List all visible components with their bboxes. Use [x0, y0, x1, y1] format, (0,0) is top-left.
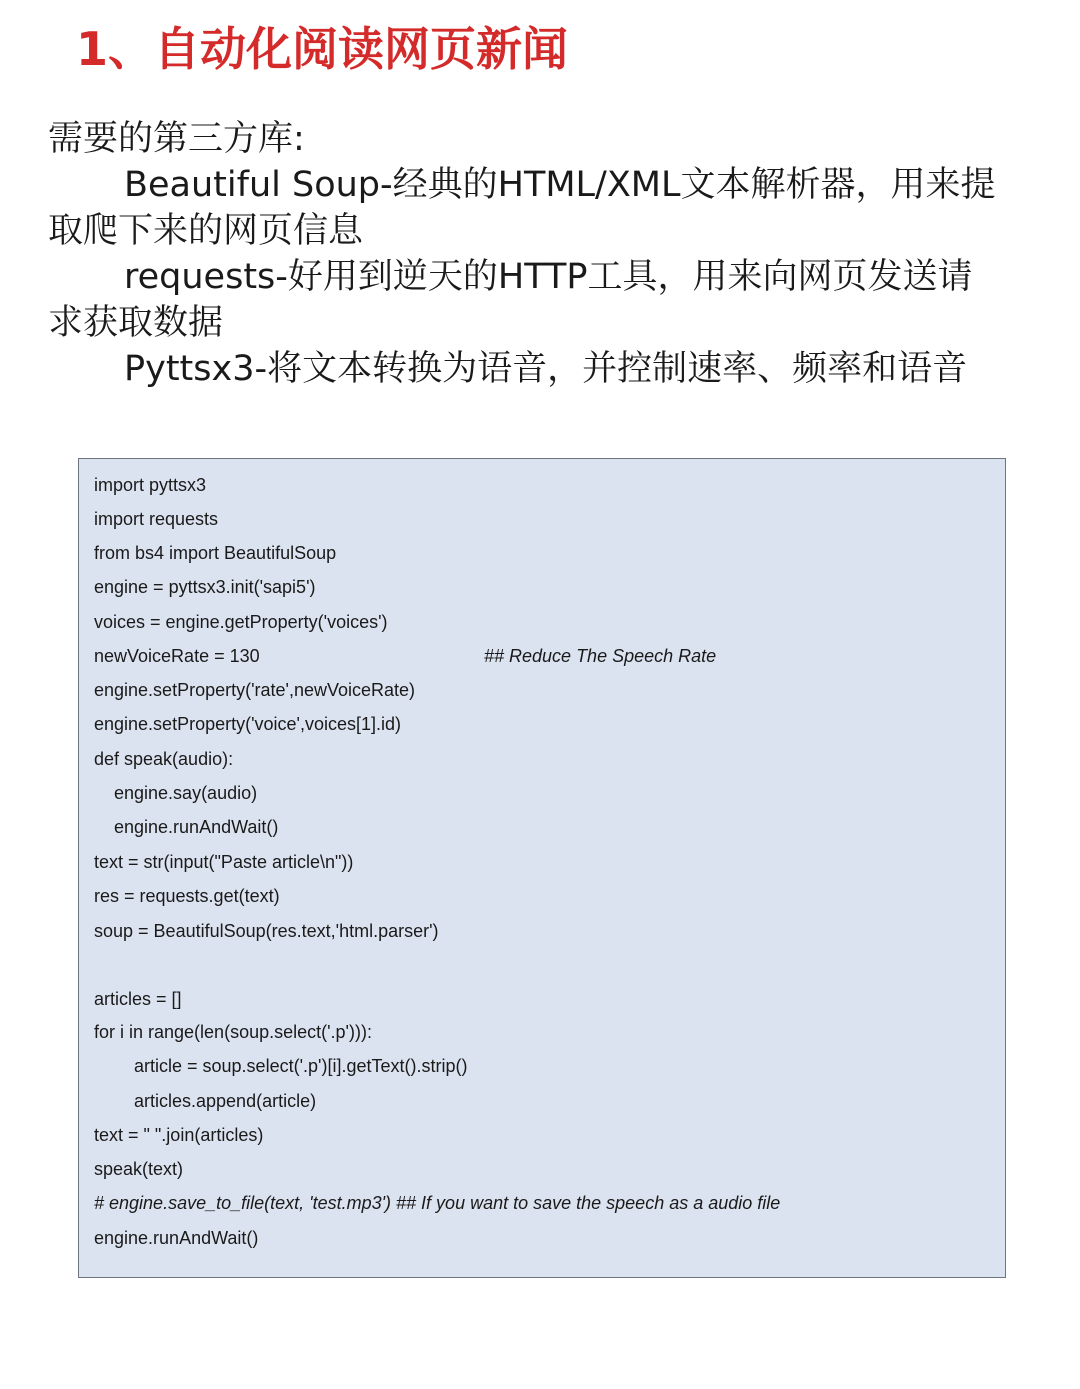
- code-line: articles = []: [94, 989, 182, 1009]
- lib-beautifulsoup-line1: Beautiful Soup-经典的HTML/XML文本解析器，用来提: [124, 165, 996, 205]
- code-line: speak(text): [94, 1159, 184, 1179]
- code-line: engine.runAndWait(): [114, 817, 279, 837]
- intro-text: [48, 116, 1038, 392]
- code-line: voices = engine.getProperty('voices'): [94, 612, 388, 632]
- code-line: import requests: [94, 509, 219, 529]
- code-line: text = " ".join(articles): [94, 1125, 264, 1145]
- code-line: for i in range(len(soup.select('.p'))):: [94, 1022, 372, 1042]
- code-line: from bs4 import BeautifulSoup: [94, 543, 337, 563]
- code-line: engine = pyttsx3.init('sapi5'): [94, 577, 316, 597]
- code-line: engine.setProperty('rate',newVoiceRate): [94, 680, 416, 700]
- lib-beautifulsoup-line2: 取爬下来的网页信息: [48, 211, 364, 251]
- lib-requests-line1: requests-好用到逆天的HTTP工具，用来向网页发送请: [124, 257, 973, 297]
- code-line: articles.append(article): [134, 1091, 317, 1111]
- lib-requests-line2: 求获取数据: [48, 303, 224, 343]
- code-line: engine.setProperty('voice',voices[1].id): [94, 714, 402, 734]
- code-line: res = requests.get(text): [94, 886, 280, 906]
- intro-heading: 需要的第三方库:: [48, 119, 305, 159]
- code-line: import pyttsx3: [94, 475, 207, 495]
- code-line: newVoiceRate = 130: [94, 646, 260, 666]
- code-line: engine.say(audio): [114, 783, 258, 803]
- code-block: [78, 458, 1006, 1278]
- code-line: def speak(audio):: [94, 749, 234, 769]
- code-line: article = soup.select('.p')[i].getText().strip(): [134, 1056, 468, 1076]
- code-comment: ## Reduce The Speech Rate: [484, 646, 717, 666]
- lib-pyttsx3-line1: Pyttsx3-将文本转换为语音，并控制速率、频率和语音: [124, 349, 968, 389]
- code-line: engine.runAndWait(): [94, 1228, 259, 1248]
- code-comment-line: # engine.save_to_file(text, 'test.mp3') ## If you want to save the speech as a audio file: [94, 1193, 781, 1213]
- code-line: text = str(input("Paste article\n")): [94, 852, 354, 872]
- page-title: 1、自动化阅读网页新闻: [76, 22, 569, 76]
- code-line: soup = BeautifulSoup(res.text,'html.parser'): [94, 921, 439, 941]
